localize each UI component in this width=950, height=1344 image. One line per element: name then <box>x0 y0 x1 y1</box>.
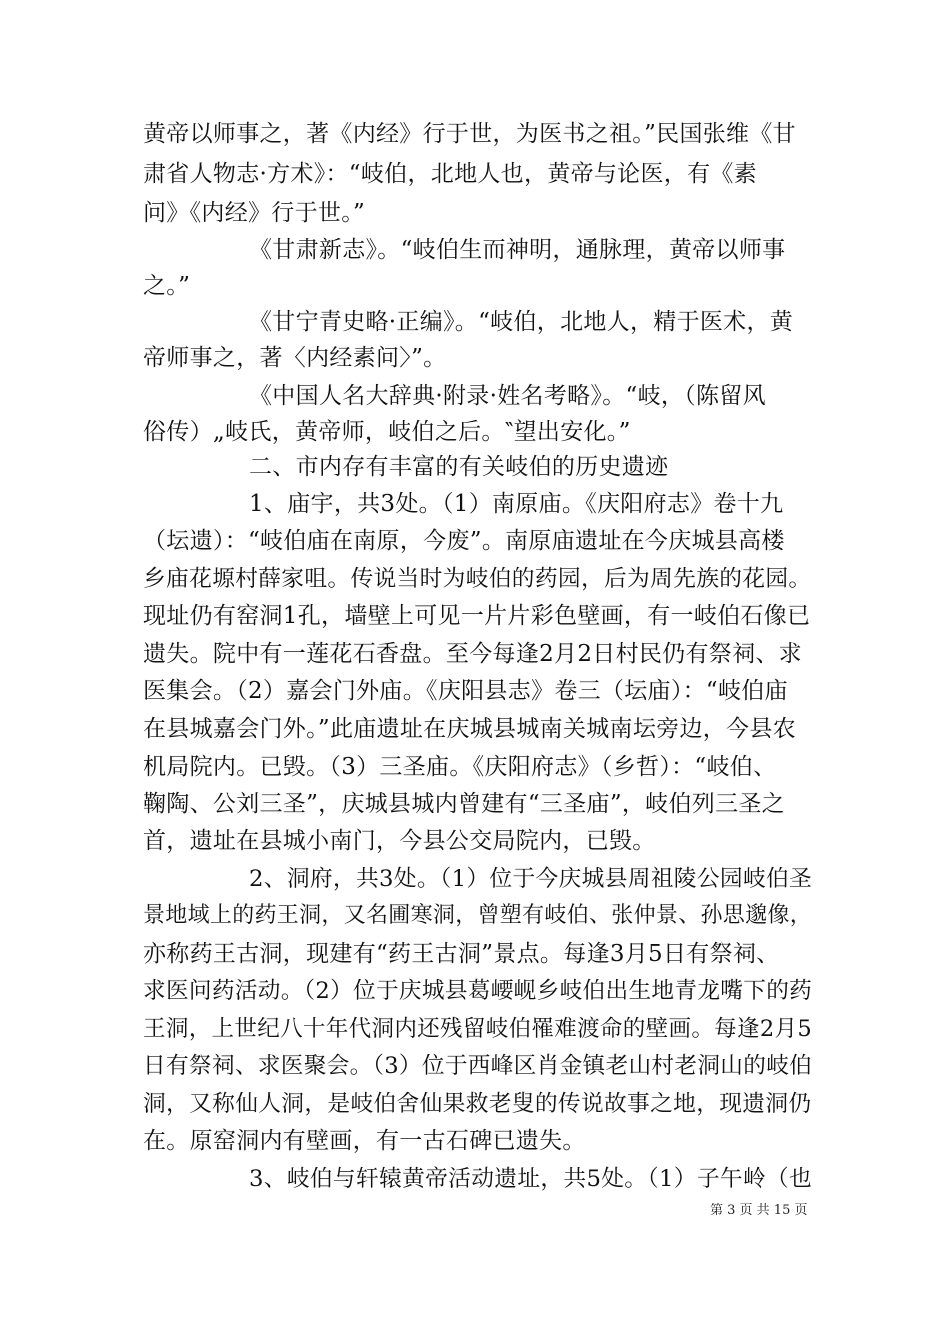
text-line: 现址仍有窑洞1孔，墙壁上可见一片片彩色壁画，有一岐伯石像已 <box>143 603 811 629</box>
text-line: 肃省人物志·方术》：“岐伯，北地人也，黄帝与论医，有《素 <box>143 161 757 187</box>
text-line: 俗传）„岐氏，黄帝师，岐伯之后。‶望出安化。” <box>143 419 631 445</box>
text-line: 3、岐伯与轩辕黄帝活动遗址，共5处。（1）子午岭（也 <box>249 1166 813 1192</box>
text-line: 《中国人名大辞典·附录·姓名考略》。“岐，（陈留风 <box>249 383 766 409</box>
text-line: （坛遗）：“岐伯庙在南原，今废”。南原庙遗址在今庆城县高楼 <box>143 528 785 554</box>
text-line: 在。原窑洞内有壁画，有一古石碑已遗失。 <box>143 1128 586 1154</box>
text-line: 日有祭祠、求医聚会。（3）位于西峰区肖金镇老山村老洞山的岐伯 <box>143 1053 813 1079</box>
text-line: 求医问药活动。（2）位于庆城县葛崾岘乡岐伯出生地青龙嘴下的药 <box>143 978 813 1004</box>
text-line: 洞，又称仙人洞，是岐伯舍仙果救老叟的传说故事之地，现遗洞仍 <box>143 1091 812 1117</box>
text-line: 王洞，上世纪八十年代洞内还残留岐伯罹难渡命的壁画。每逢2月5 <box>143 1016 812 1042</box>
text-line: 机局院内。已毁。（3）三圣庙。《庆阳府志》（乡哲）：“岐伯、 <box>143 754 777 780</box>
section-heading: 二、市内存有丰富的有关岐伯的历史遗迹 <box>249 454 669 480</box>
text-line: 亦称药王古洞，现建有“药王古洞”景点。每逢3月5日有祭祠、 <box>143 941 780 967</box>
text-line: 在县城嘉会门外。”此庙遗址在庆城县城南关城南坛旁边，今县农 <box>143 716 796 742</box>
text-line: 景地域上的药王洞，又名圃寒洞，曾塑有岐伯、张仲景、孙思邈像， <box>143 903 813 928</box>
text-line: 黄帝以师事之，著《内经》行于世，为医书之祖。”民国张维《甘 <box>143 121 796 147</box>
text-line: 遗失。院中有一莲花石香盘。至今每逢2月2日村民仍有祭祠、求 <box>143 641 802 667</box>
page-number-footer: 第 3 页 共 15 页 <box>710 1203 808 1218</box>
text-line: 帝师事之，著〈内经素问〉”。 <box>143 345 447 371</box>
text-line: 《甘肃新志》。“岐伯生而神明，通脉理，黄帝以师事 <box>249 237 786 263</box>
text-line: 之。” <box>143 273 191 299</box>
text-line: 鞠陶、公刘三圣”，庆城县城内曾建有“三圣庙”，岐伯列三圣之 <box>143 791 785 817</box>
text-line: 1、庙宇，共3处。（1）南原庙。《庆阳府志》卷十九 <box>249 491 784 517</box>
text-line: 乡庙花塬村薛家咀。传说当时为岐伯的药园，后为周先族的花园。 <box>143 566 812 592</box>
text-line: 《甘宁青史略·正编》。“岐伯，北地人，精于医术，黄 <box>249 309 794 335</box>
text-line: 医集会。（2）嘉会门外庙。《庆阳县志》卷三（坛庙）：“岐伯庙 <box>143 678 788 704</box>
text-line: 问》《内经》行于世。” <box>143 200 366 226</box>
text-line: 首，遗址在县城小南门，今县公交局院内，已毁。 <box>143 828 656 854</box>
text-line: 2、洞府，共3处。（1）位于今庆城县周祖陵公园岐伯圣 <box>249 866 813 892</box>
